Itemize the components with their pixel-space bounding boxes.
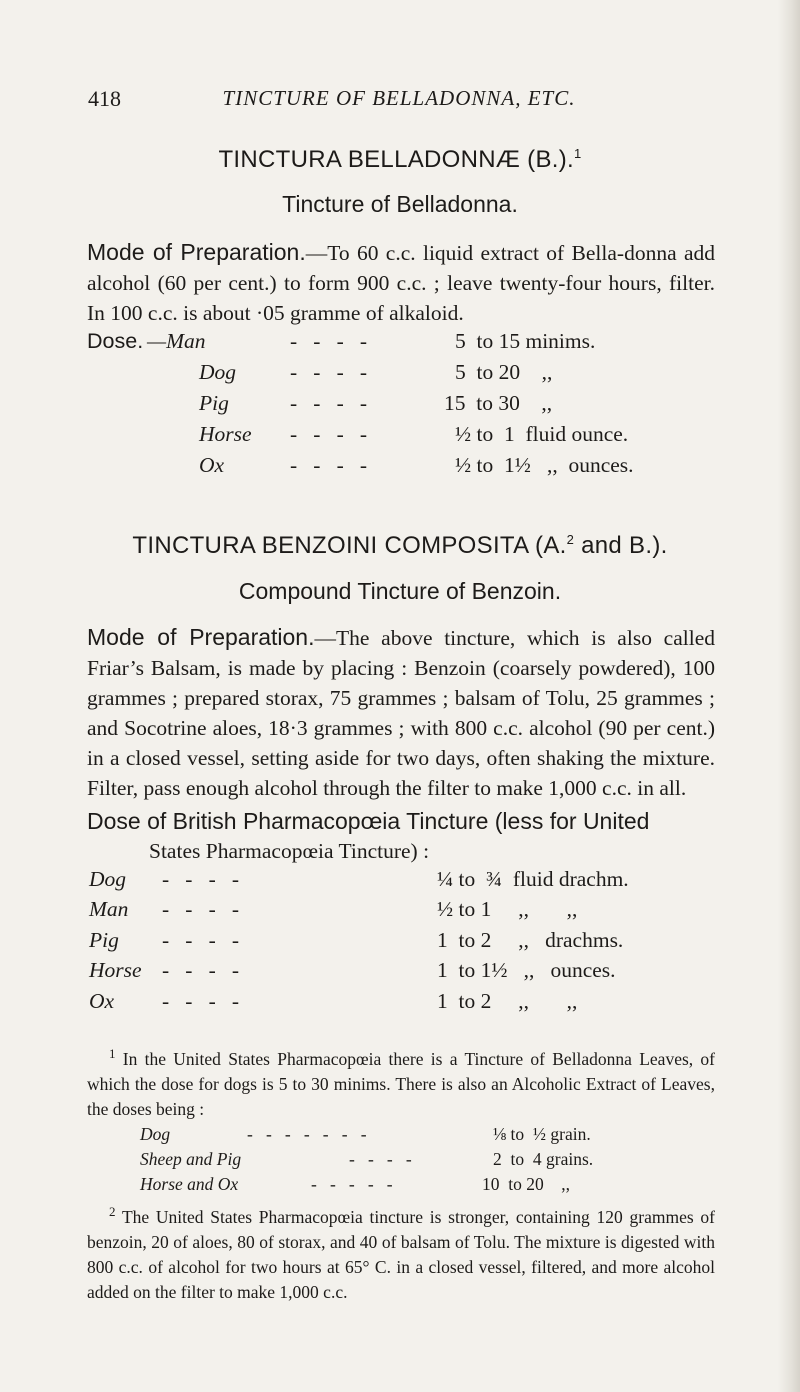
dose-row-dog: Dog - - - - ¼ to ¾ fluid drachm.	[89, 867, 629, 891]
footnote-1	[87, 1047, 715, 1122]
fn-dose-row-horse-ox: Horse and Ox - - - - - 10 to 20 ,,	[140, 1174, 570, 1194]
prep-label: Mode of Preparation.	[87, 624, 315, 650]
dose-row-ox: Ox - - - - 1 to 2 ,, ,,	[89, 989, 578, 1013]
dose-row-man: —Man - - - - 5 to 15 minims.	[147, 329, 596, 353]
dose-row-man: Man - - - - ½ to 1 ,, ,,	[89, 897, 578, 921]
dose-row-ox: Ox - - - - ½ to 1½ ,, ounces.	[199, 453, 634, 477]
belladonna-dose-table	[87, 329, 727, 489]
dose-label: Dose.	[87, 329, 144, 353]
benzoin-dose-heading	[87, 806, 715, 866]
benzoin-dose-table	[87, 867, 727, 1027]
page-number: 418	[88, 86, 121, 111]
fn-dose-row-sheep-pig: Sheep and Pig - - - - 2 to 4 grains.	[140, 1149, 594, 1169]
footnote-2	[87, 1205, 715, 1305]
footnote-ref-1: 1	[574, 146, 582, 161]
dose-heading-cont: States Pharmacopœia Tincture) :	[149, 839, 430, 863]
belladonna-subtitle: Tincture of Belladonna.	[282, 191, 518, 217]
belladonna-title: TINCTURA BELLADONNÆ (B.).$^1$	[218, 146, 582, 173]
footnote-1-dose-table	[87, 1124, 727, 1204]
page-edge-shadow	[778, 0, 800, 1392]
running-header	[88, 86, 710, 122]
prep-label: Mode of Preparation.	[87, 239, 306, 265]
benzoin-preparation	[87, 622, 715, 803]
footnote-1-text: In the United States Pharmacopœia there is a Tincture of Belladonna Leaves, of which the dose for dogs is 5 to 30 minims. There is also an Alcoholic Extract of Leaves, the doses being :	[87, 1049, 716, 1119]
benzoin-subtitle: Compound Tincture of Benzoin.	[238, 578, 562, 604]
benzoin-title: TINCTURA BENZOINI COMPOSITA (A.$^2$ and B.).	[132, 532, 668, 559]
footnote-2-text: The United States Pharmacopœia tincture is stronger, containing 120 grammes of benzoin, 20 of aloes, 80 of storax, and 40 of balsam of Tolu. The mixture is digested with 800 c.c. of alcohol for two hours at 65° C. in a closed vessel, filtered, and more alcohol added on the filter to make 1,000 c.c.	[87, 1207, 715, 1302]
dose-row-dog: Dog - - - - 5 to 20 ,,	[199, 360, 553, 384]
dose-row-pig: Pig - - - - 1 to 2 ,, drachms.	[89, 928, 624, 952]
footnote-ref-2: 2	[566, 532, 575, 547]
dose-row-horse: Horse - - - - ½ to 1 fluid ounce.	[199, 422, 629, 446]
dose-heading: Dose of British Pharmacopœia Tincture (less for United	[87, 808, 650, 834]
fn-dose-row-dog: Dog - - - - - - - ⅛ to ½ grain.	[140, 1124, 591, 1144]
prep-text: —To 60 c.c. liquid extract of Bella-donna add alcohol (60 per cent.) to form 900 c.c. ; leave twenty-four hours, filter. In 100 c.c. is about ·05 gramme of alkaloid.	[87, 241, 716, 325]
prep-text: —The above tincture, which is also called Friar’s Balsam, is made by placing : Benzoin (coarsely powdered), 100 grammes ; prepared storax, 75 grammes ; balsam of Tolu, 25 grammes ; and Socotrine aloes, 18·3 grammes ; with 800 c.c. alcohol (90 per cent.) in a closed vessel, setting aside for two days, often shaking the mixture. Filter, pass enough alcohol through the filter to make 1,000 c.c. in all.	[87, 626, 715, 800]
footnote-2-mark: 2	[109, 1204, 116, 1220]
dose-row-pig: Pig - - - - 15 to 30 ,,	[199, 391, 553, 415]
footnote-1-mark: 1	[109, 1046, 116, 1062]
running-head: TINCTURE OF BELLADONNA, ETC.	[222, 86, 576, 110]
dose-row-horse: Horse - - - - 1 to 1½ ,, ounces.	[89, 958, 616, 982]
belladonna-preparation	[87, 237, 715, 328]
